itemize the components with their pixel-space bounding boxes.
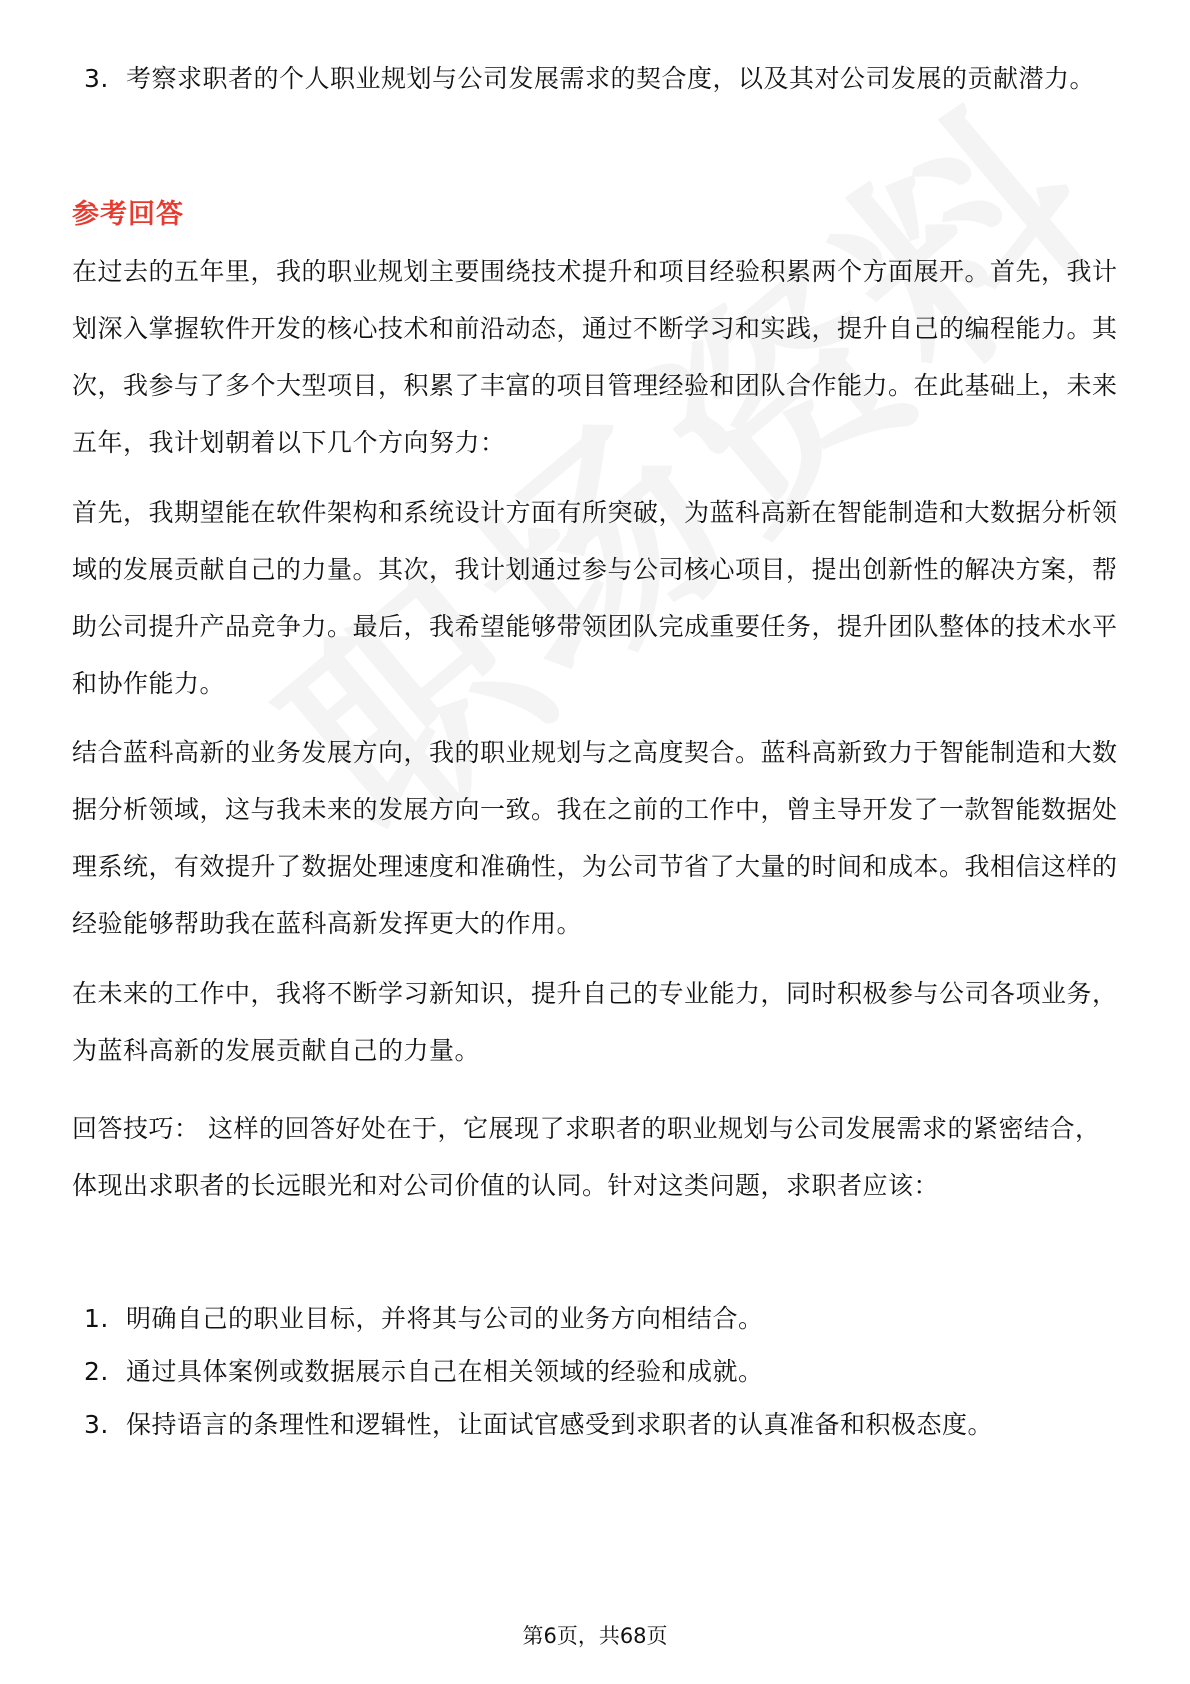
list-item-text: 通过具体案例或数据展示自己在相关领域的经验和成就。 — [126, 1357, 764, 1386]
list-item-text: 保持语言的条理性和逻辑性，让面试官感受到求职者的认真准备和积极态度。 — [126, 1410, 994, 1439]
tips-paragraph: 回答技巧： 这样的回答好处在于，它展现了求职者的职业规划与公司发展需求的紧密结合，体现出求职者的长远眼光和对公司价值的认同。针对这类问题，求职者应该： — [72, 1114, 1101, 1200]
paragraph: 在未来的工作中，我将不断学习新知识，提升自己的专业能力，同时积极参与公司各项业务，为蓝科高新的发展贡献自己的力量。 — [72, 979, 1118, 1065]
list-number: 3. — [84, 64, 109, 93]
paragraph: 结合蓝科高新的业务发展方向，我的职业规划与之高度契合。蓝科高新致力于智能制造和大数据分析领域，这与我未来的发展方向一致。我在之前的工作中，曾主导开发了一款智能数据处理系统，有效提升了数据处理速度和准确性，为公司节省了大量的时间和成本。我相信这样的经验能够帮助我在蓝科高新发挥更大的作用。 — [72, 738, 1118, 938]
list-number: 2. — [84, 1357, 109, 1386]
list-item-text: 考察求职者的个人职业规划与公司发展需求的契合度，以及其对公司发展的贡献潜力。 — [126, 64, 1096, 93]
list-item — [84, 1290, 1124, 1347]
list-item-text: 明确自己的职业目标，并将其与公司的业务方向相结合。 — [126, 1304, 764, 1333]
list-number: 1. — [84, 1304, 109, 1333]
list-item — [84, 50, 1124, 107]
section-heading: 参考回答 — [72, 199, 184, 230]
list-number: 3. — [84, 1410, 109, 1439]
paragraph: 首先，我期望能在软件架构和系统设计方面有所突破，为蓝科高新在智能制造和大数据分析领域的发展贡献自己的力量。其次，我计划通过参与公司核心项目，提出创新性的解决方案，帮助公司提升产品竞争力。最后，我希望能够带领团队完成重要任务，提升团队整体的技术水平和协作能力。 — [72, 498, 1118, 698]
paragraph: 在过去的五年里，我的职业规划主要围绕技术提升和项目经验积累两个方面展开。首先，我计划深入掌握软件开发的核心技术和前沿动态，通过不断学习和实践，提升自己的编程能力。其次，我参与了多个大型项目，积累了丰富的项目管理经验和团队合作能力。在此基础上，未来五年，我计划朝着以下几个方向努力： — [72, 257, 1118, 457]
list-item — [84, 1343, 1124, 1400]
list-item — [84, 1396, 1124, 1453]
page-footer: 第6页，共68页 — [522, 1624, 668, 1648]
